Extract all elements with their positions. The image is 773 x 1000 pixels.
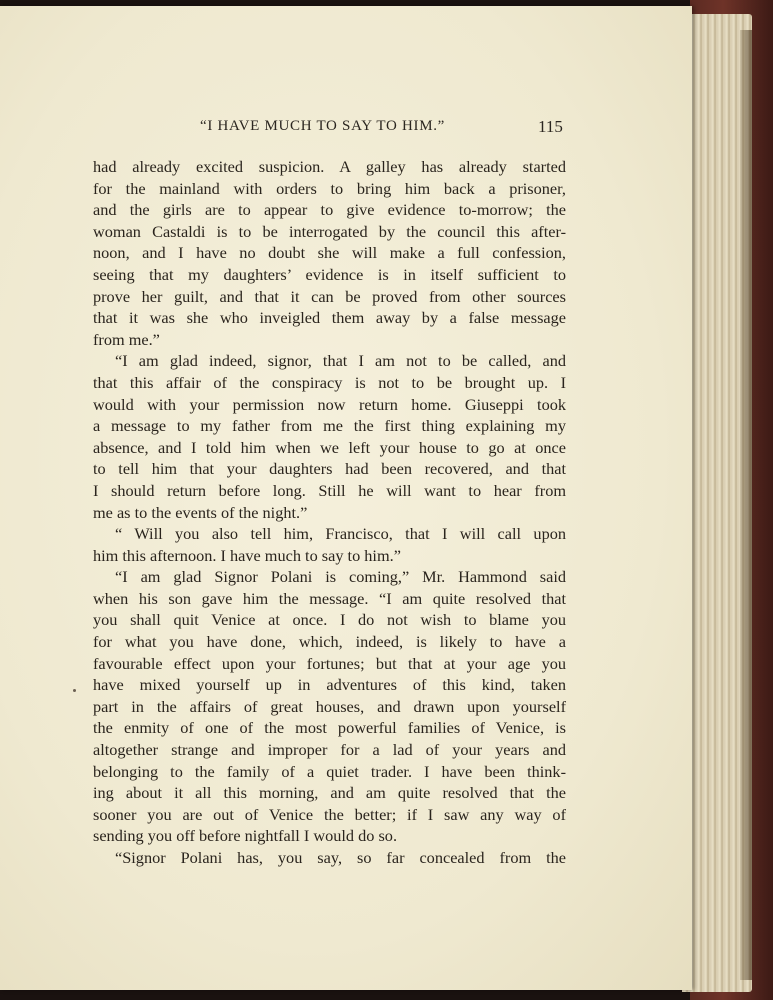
text-line: woman Castaldi is to be interrogated by the council this after- [93,221,566,241]
text-line: from me.” [93,329,160,349]
text-line: the enmity of one of the most powerful families of Venice, is [93,718,566,738]
text-line: had already excited suspicion. A galley has already started [93,157,566,176]
book-page [0,6,692,990]
text-line: when his son gave him the message. “I am quite resolved that [93,588,566,608]
text-line: noon, and I have no doubt she will make a full confession, [93,243,566,263]
text-line: sooner you are out of Venice the better; if I saw any way of [93,804,566,824]
text-line: to tell him that your daughters had been recovered, and that [93,459,566,479]
page-number: 115 [538,117,563,136]
text-line: belonging to the family of a quiet trader. I have been think- [93,761,566,781]
text-line: seeing that my daughters’ evidence is in itself sufficient to [93,264,566,284]
text-line: you shall quit Venice at once. I do not wish to blame you [93,610,566,630]
text-line: part in the affairs of great houses, and drawn upon yourself [93,696,566,716]
text-line: would with your permission now return home. Giuseppi took [93,394,566,414]
text-line: altogether strange and improper for a lad of your years and [93,740,566,760]
text-line: ing about it all this morning, and am quite resolved that the [93,783,566,803]
body-text [93,156,566,869]
text-line: “I am glad Signor Polani is coming,” Mr. Hammond said [115,567,566,587]
text-line: and the girls are to appear to give evidence to-morrow; the [93,200,566,220]
page-edges-shadow [740,30,752,980]
text-line: for the mainland with orders to bring him back a prisoner, [93,178,566,198]
text-line: absence, and I told him when we left your house to go at once [93,437,566,457]
text-line: sending you off before nightfall I would do so. [93,826,398,846]
running-head: “I HAVE MUCH TO SAY TO HIM.” [200,118,446,134]
text-line: favourable effect upon your fortunes; but that at your age you [93,653,566,673]
text-line: I should return before long. Still he will want to hear from [93,480,566,500]
text-line: “ Will you also tell him, Francisco, that I will call upon [115,524,566,544]
text-line: “Signor Polani has, you say, so far concealed from the [115,848,566,867]
text-line: prove her guilt, and that it can be proved from other sources [93,286,566,306]
text-line: “I am glad indeed, signor, that I am not to be called, and [115,351,566,371]
text-line: him this afternoon. I have much to say to him.” [93,545,401,565]
ink-speck [73,689,76,692]
text-line: that this affair of the conspiracy is not to be brought up. I [93,372,566,392]
page-header [0,118,692,140]
text-line: that it was she who inveigled them away by a false message [93,308,566,328]
text-line: for what you have done, which, indeed, is likely to have a [93,632,566,652]
text-line: me as to the events of the night.” [93,502,308,522]
text-line: have mixed yourself up in adventures of this kind, taken [93,675,566,695]
text-line: a message to my father from me the first thing explaining my [93,416,566,436]
